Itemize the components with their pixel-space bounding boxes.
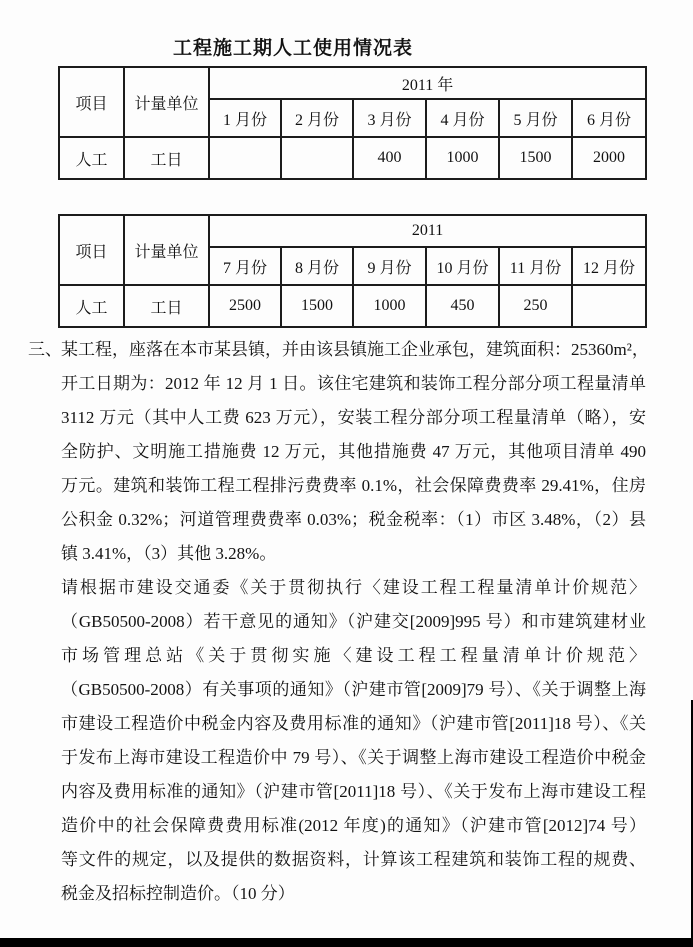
question-line: 某工程，座落在本市某县镇，并由该县镇施工企业承包，建筑面积：25360m²， bbox=[61, 340, 649, 359]
table1-value-cell: 1500 bbox=[499, 137, 572, 179]
table2-month-header: 8 月份 bbox=[281, 247, 353, 285]
table2-value-cell: 1500 bbox=[281, 285, 353, 327]
table1-month-header: 5 月份 bbox=[499, 99, 572, 137]
table1-row-item: 人工 bbox=[59, 137, 124, 179]
table2-row-item: 人工 bbox=[59, 285, 124, 327]
question-line: 造价中的社会保障费费用标准(2012 年度)的通知》（沪建市管[2012]74 号） bbox=[61, 816, 646, 835]
scan-edge-artifact-bottom bbox=[0, 938, 693, 947]
table1-header-unit: 计量单位 bbox=[124, 67, 209, 137]
table2-month-header: 7 月份 bbox=[209, 247, 281, 285]
question-line: 全防护、文明施工措施费 12 万元，其他措施费 47 万元，其他项目清单 490 bbox=[61, 442, 646, 461]
question-block bbox=[28, 333, 649, 911]
labor-usage-table-jan-jun bbox=[58, 66, 647, 180]
question-line: 万元。建筑和装饰工程工程排污费费率 0.1%，社会保障费费率 29.41%，住房 bbox=[61, 476, 646, 495]
question-line: 内容及费用标准的通知》（沪建市管[2011]18 号）、《关于发布上海市建设工程 bbox=[61, 782, 646, 801]
table2-year-header: 2011 bbox=[209, 215, 646, 247]
question-line: 市场管理总站《关于贯彻实施〈建设工程工程量清单计价规范〉 bbox=[61, 646, 646, 665]
table1-month-header: 3 月份 bbox=[353, 99, 426, 137]
table1-value-cell: 400 bbox=[353, 137, 426, 179]
question-line: 公积金 0.32%；河道管理费费率 0.03%；税金税率：（1）市区 3.48%，（2）县 bbox=[61, 510, 646, 529]
question-line: 请根据市建设交通委《关于贯彻执行〈建设工程工程量清单计价规范〉 bbox=[61, 578, 646, 597]
table2-value-cell: 1000 bbox=[353, 285, 426, 327]
question-line: 税金及招标控制造价。（10 分） bbox=[61, 884, 295, 903]
question-line: 市建设工程造价中税金内容及费用标准的通知》（沪建市管[2011]18 号）、《关 bbox=[61, 714, 646, 733]
question-number-marker: 三、 bbox=[28, 340, 62, 359]
table1-month-header: 6 月份 bbox=[572, 99, 646, 137]
question-text bbox=[61, 333, 649, 911]
question-line: 3112 万元（其中人工费 623 万元），安装工程分部分项工程量清单（略），安 bbox=[61, 408, 646, 427]
table1-value-cell: 2000 bbox=[572, 137, 646, 179]
question-line: 镇 3.41%，（3）其他 3.28%。 bbox=[61, 544, 277, 563]
table1-value-cell: 1000 bbox=[426, 137, 499, 179]
document-title: 工程施工期人工使用情况表 bbox=[172, 38, 413, 59]
table2-row-unit: 工日 bbox=[124, 285, 209, 327]
table2-value-cell: 450 bbox=[426, 285, 499, 327]
table2-month-header: 9 月份 bbox=[353, 247, 426, 285]
table2-month-header: 10 月份 bbox=[426, 247, 499, 285]
table1-header-item: 项目 bbox=[59, 67, 124, 137]
question-line: （GB50500-2008）有关事项的通知》（沪建市管[2009]79 号）、《关于调整上海 bbox=[61, 680, 646, 699]
table1-row-unit: 工日 bbox=[124, 137, 209, 179]
table2-month-header: 11 月份 bbox=[499, 247, 572, 285]
table1-month-header: 1 月份 bbox=[209, 99, 281, 137]
table2-header-unit: 计量单位 bbox=[124, 215, 209, 285]
table1-month-header: 2 月份 bbox=[281, 99, 353, 137]
table2-header-item: 项日 bbox=[59, 215, 124, 285]
table2-month-header: 12 月份 bbox=[572, 247, 646, 285]
question-line: 开工日期为：2012 年 12 月 1 日。该住宅建筑和装饰工程分部分项工程量清单 bbox=[61, 374, 646, 393]
question-line: 等文件的规定，以及提供的数据资料，计算该工程建筑和装饰工程的规费、 bbox=[61, 850, 646, 869]
labor-usage-table-jul-dec bbox=[58, 214, 647, 328]
table1-value-cell bbox=[281, 137, 353, 179]
table1-month-header: 4 月份 bbox=[426, 99, 499, 137]
table2-value-cell bbox=[572, 285, 646, 327]
table1-value-cell bbox=[209, 137, 281, 179]
question-line: （GB50500-2008）若干意见的通知》（沪建交[2009]995 号）和市建筑建材业 bbox=[61, 612, 646, 631]
table2-value-cell: 250 bbox=[499, 285, 572, 327]
table2-value-cell: 2500 bbox=[209, 285, 281, 327]
question-line: 于发布上海市建设工程造价中 79 号）、《关于调整上海市建设工程造价中税金 bbox=[61, 748, 646, 767]
table1-year-header: 2011 年 bbox=[209, 67, 646, 99]
